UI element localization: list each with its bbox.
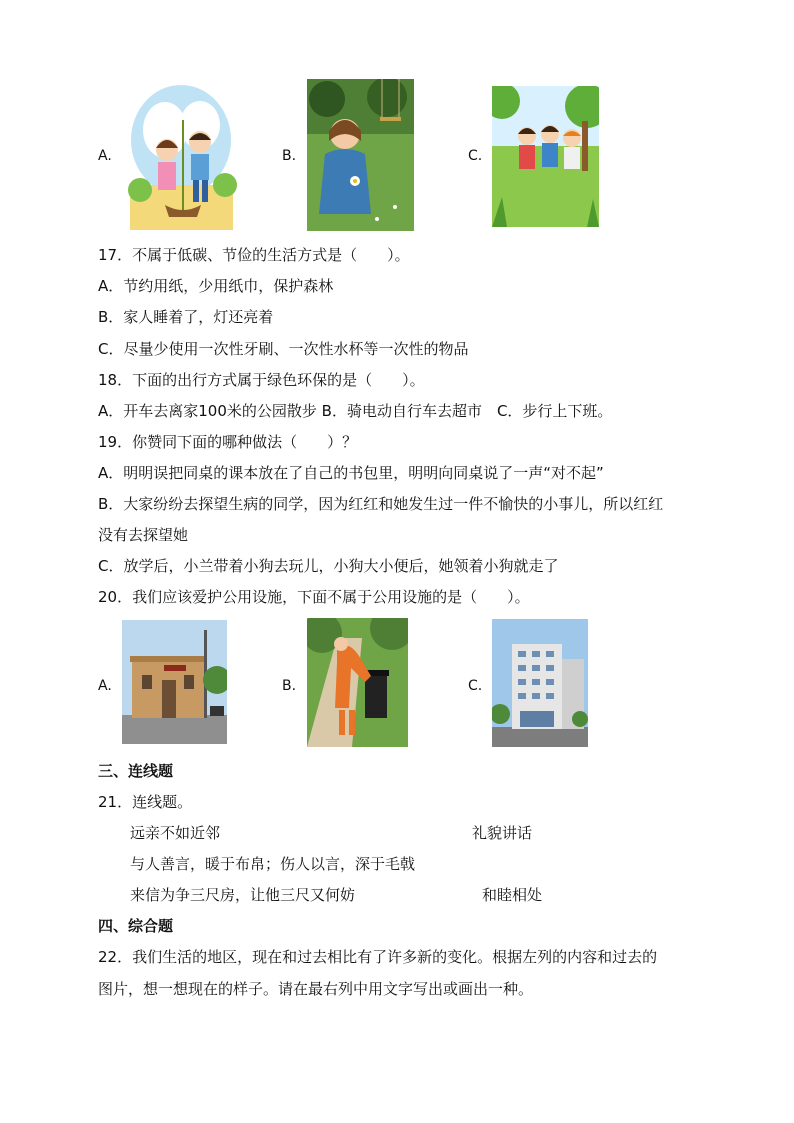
q18-stem: 18．下面的出行方式属于绿色环保的是（ ）。	[98, 371, 425, 389]
q21-stem: 21．连线题。	[98, 793, 193, 811]
q19-option-c: C．放学后，小兰带着小狗去玩儿，小狗大小便后，她领着小狗就走了	[98, 557, 559, 575]
q19-option-a: A．明明误把同桌的课本放在了自己的书包里，明明向同桌说了一声“对不起”	[98, 464, 604, 482]
q20-option-a-image	[122, 620, 227, 744]
q16-option-b-label: B.	[282, 148, 297, 164]
q17-option-c: C．尽量少使用一次性牙刷、一次性水杯等一次性的物品	[98, 340, 469, 358]
section-4-heading: 四、综合题	[98, 917, 174, 935]
q19-option-b-line2: 没有去探望她	[98, 526, 189, 544]
q18-options: A．开车去离家100米的公园散步 B．骑电动自行车去超市 C．步行上下班。	[98, 402, 613, 420]
q21-left-item-3: 来信为争三尺房，让他三尺又何妨	[130, 886, 356, 904]
q21-left-item-1: 远亲不如近邻	[130, 824, 221, 842]
q20-option-c-image	[492, 619, 588, 747]
q21-right-item-2: 和睦相处	[482, 886, 543, 904]
q16-option-b-image	[307, 79, 414, 231]
q20-option-b-image	[307, 618, 408, 747]
q19-stem: 19．你赞同下面的哪种做法（ ）？	[98, 433, 358, 451]
q20-option-a-label: A.	[98, 678, 112, 694]
q16-option-a-label: A.	[98, 148, 112, 164]
q20-stem: 20．我们应该爱护公用设施，下面不属于公用设施的是（ ）。	[98, 588, 530, 606]
q21-left-item-2: 与人善言，暖于布帛；伤人以言，深于毛戟	[130, 855, 416, 873]
q19-option-b-line1: B．大家纷纷去探望生病的同学，因为红红和她发生过一件不愉快的小事儿，所以红红	[98, 495, 664, 513]
q22-line-1: 22．我们生活的地区，现在和过去相比有了许多新的变化。根据左列的内容和过去的	[98, 948, 658, 966]
q22-line-2: 图片，想一想现在的样子。请在最右列中用文字写出或画出一种。	[98, 980, 534, 998]
q16-option-c-image	[492, 86, 599, 227]
q17-option-a: A．节约用纸，少用纸巾，保护森林	[98, 277, 334, 295]
q17-option-b: B．家人睡着了，灯还亮着	[98, 308, 274, 326]
q20-option-c-label: C.	[468, 678, 483, 694]
q17-stem: 17．不属于低碳、节俭的生活方式是（ ）。	[98, 246, 410, 264]
q21-right-item-1: 礼貌讲话	[472, 824, 533, 842]
q16-option-a-image	[125, 80, 238, 232]
q20-option-b-label: B.	[282, 678, 297, 694]
q16-option-c-label: C.	[468, 148, 483, 164]
section-3-heading: 三、连线题	[98, 762, 174, 780]
